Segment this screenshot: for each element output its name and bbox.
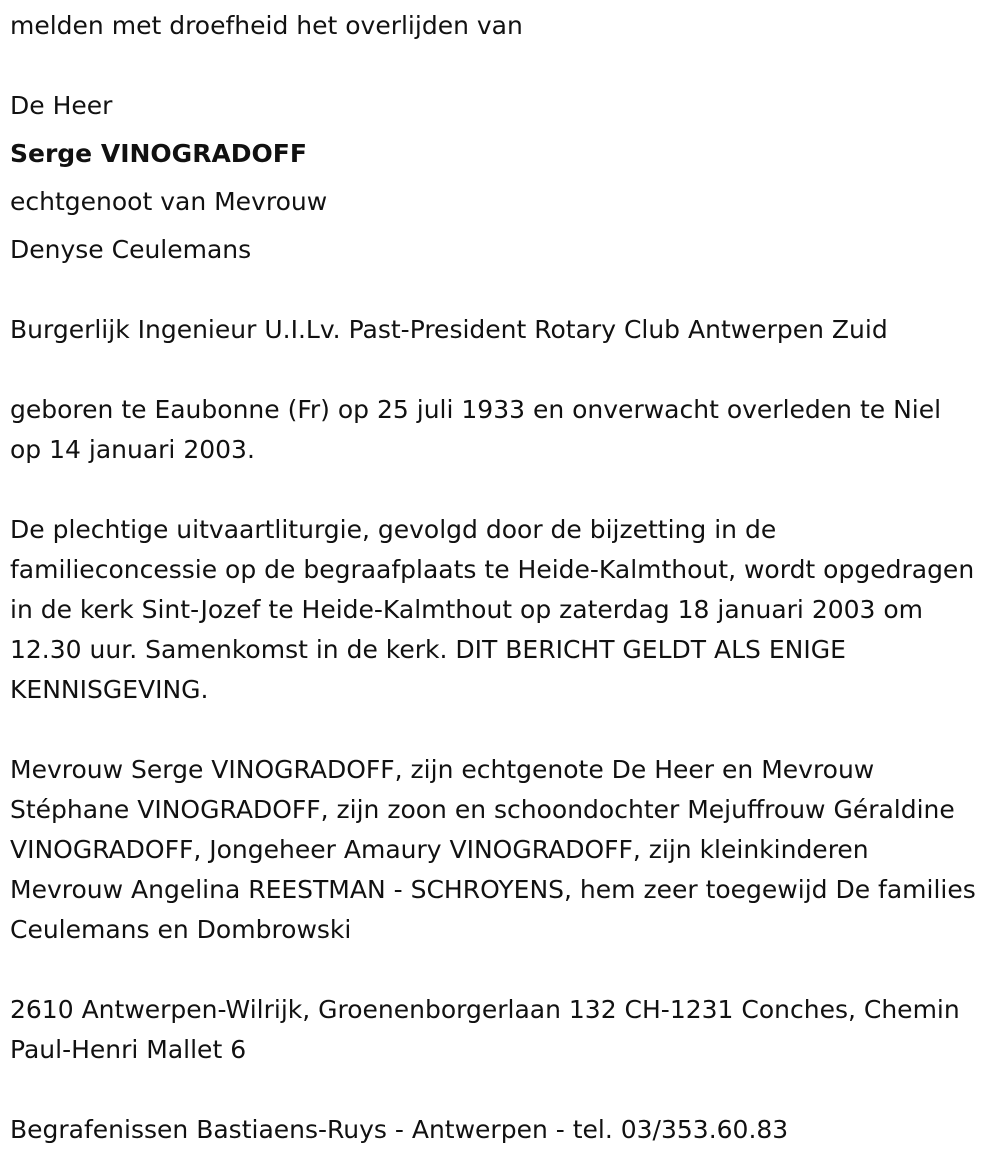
spouse-name: Denyse Ceulemans [10, 235, 252, 264]
funeral-paragraph: De plechtige uitvaartliturgie, gevolgd door de bijzetting in de familieconcessie op de begraafplaats te Heide-Kalmthout, wordt opgedragen in de kerk Sint-Jozef te Heide-Kalmthout op zaterdag 18 januari 2003 om 12.30 uur. Samenkomst in de kerk. DIT BERICHT GELDT ALS ENIGE KENNISGEVING. [10, 515, 975, 704]
spouse-line: echtgenoot van Mevrouw [10, 187, 328, 216]
birth-death-paragraph: geboren te Eaubonne (Fr) op 25 juli 1933 en onverwacht overleden te Niel op 14 januari 2003. [10, 395, 942, 464]
undertaker-line: Begrafenissen Bastiaens-Ruys - Antwerpen - tel. 03/353.60.83 [10, 1115, 789, 1144]
family-paragraph: Mevrouw Serge VINOGRADOFF, zijn echtgenote De Heer en Mevrouw Stéphane VINOGRADOFF, zijn zoon en schoondochter Mejuffrouw Géraldine VINOGRADOFF, Jongeheer Amaury VINOGRADOFF, zijn kleinkinderen Mevrouw Angelina REESTMAN - SCHROYENS, hem zeer toegewijd De families Ceulemans en Dombrowski [10, 755, 976, 944]
professional-titles: Burgerlijk Ingenieur U.I.Lv. Past-President Rotary Club Antwerpen Zuid [10, 315, 888, 344]
intro-text: melden met droefheid het overlijden van [10, 11, 523, 40]
addresses-paragraph: 2610 Antwerpen-Wilrijk, Groenenborgerlaan 132 CH-1231 Conches, Chemin Paul-Henri Mallet 6 [10, 995, 960, 1064]
deceased-name: Serge VINOGRADOFF [10, 139, 307, 168]
title-prefix: De Heer [10, 91, 113, 120]
